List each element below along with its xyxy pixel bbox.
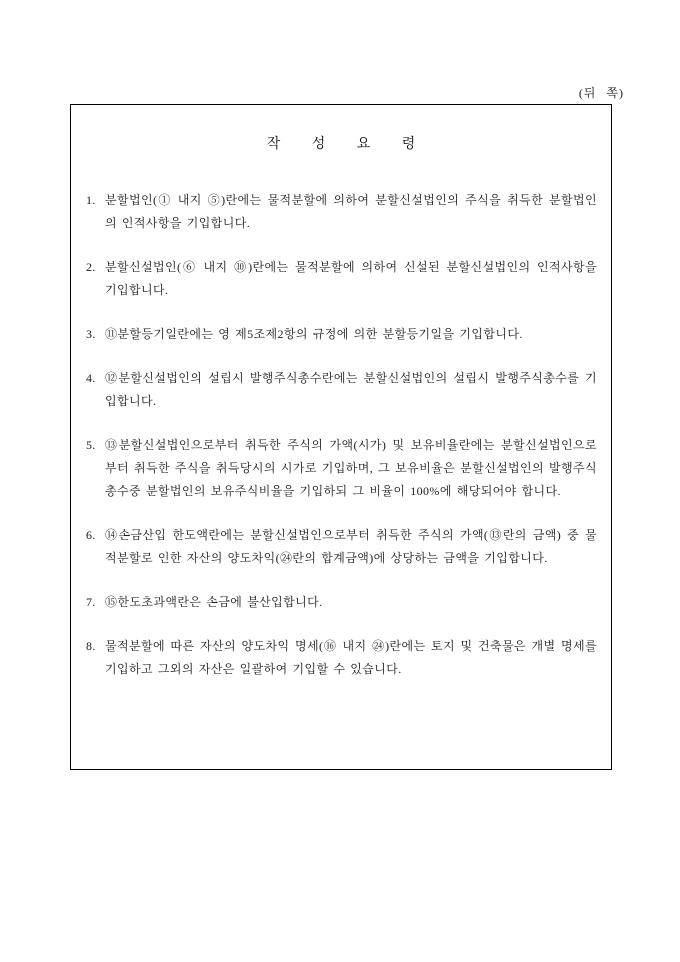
guideline-item: [86, 635, 597, 681]
item-text: ⑬분할신설법인으로부터 취득한 주식의 가액(시가) 및 보유비율란에는 분할신설법인으로부터 취득한 주식을 취득당시의 시가로 기입하며, 그 보유비율은 분할신설법인의 발행주식총수중 분할법인의 보유주식비율을 기입하되 그 비율이 100%에 해당되어야 합니다.: [105, 438, 597, 498]
item-number: 2.: [86, 260, 96, 274]
item-text: 분할법인(① 내지 ⑤)란에는 물적분할에 의하여 분할신설법인의 주식을 취득한 분할법인의 인적사항을 기입합니다.: [105, 193, 597, 230]
guideline-item: [86, 591, 597, 614]
guideline-item: [86, 367, 597, 413]
guideline-item: [86, 323, 597, 346]
item-number: 7.: [86, 595, 96, 609]
guideline-item: [86, 256, 597, 302]
item-text: ⑭손금산입 한도액란에는 분할신설법인으로부터 취득한 주식의 가액(⑬란의 금액) 중 물적분할로 인한 자산의 양도차익(㉔란의 합계금액)에 상당하는 금액을 기입합니다.: [105, 528, 597, 565]
item-number: 1.: [86, 193, 96, 207]
item-number: 6.: [86, 528, 96, 542]
item-number: 4.: [86, 371, 96, 385]
page-side-label: (뒤 쪽): [578, 86, 624, 100]
item-number: 5.: [86, 438, 96, 452]
item-text: ⑪분할등기일란에는 영 제5조제2항의 규정에 의한 분할등기일을 기입합니다.: [105, 327, 523, 341]
guideline-item: [86, 524, 597, 570]
guideline-item: [86, 434, 597, 503]
content-frame: [70, 104, 612, 770]
item-text: 분할신설법인(⑥ 내지 ⑩)란에는 물적분할에 의하여 신설된 분할신설법인의 인적사항을 기입합니다.: [105, 260, 597, 297]
item-text: ⑮한도초과액란은 손금에 불산입합니다.: [105, 595, 323, 609]
item-text: ⑫분할신설법인의 설립시 발행주식총수란에는 분할신설법인의 설립시 발행주식총수를 기입합니다.: [105, 371, 597, 408]
document-title: 작 성 요 령: [266, 137, 417, 152]
item-number: 8.: [86, 639, 96, 653]
item-text: 물적분할에 따른 자산의 양도차익 명세(⑯ 내지 ㉔)란에는 토지 및 건축물은 개별 명세를 기입하고 그외의 자산은 일괄하여 기입할 수 있습니다.: [105, 639, 597, 676]
guideline-item: [86, 189, 597, 235]
guideline-list: [86, 189, 597, 681]
item-number: 3.: [86, 327, 96, 341]
